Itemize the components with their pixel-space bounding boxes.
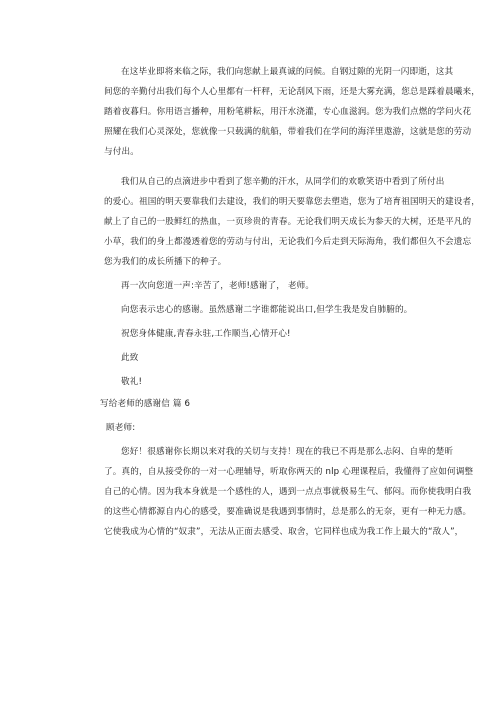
closing-ci-zhi: 此致: [121, 353, 139, 363]
text-line: 我们从自己的点滴进步中看到了您辛勤的汗水，从同学们的欢歌笑语中看到了所付出: [121, 177, 445, 187]
gratitude-line: 向您表示忠心的感谢。虽然感谢二字谁都能说出口,但学生我是发自肺腑的。: [121, 305, 413, 315]
text-line: 自己的心情。因为我本身就是一个感性的人，遇到一点点事就极易生气、郁闷。而你使我明白我: [104, 487, 472, 497]
text-line: 的这些心情都源自内心的感受，要准确说是我遇到事情时，总是那么的无奈，更有一种无力感。: [104, 507, 472, 517]
closing-block: [104, 276, 440, 392]
paragraph-2: [104, 172, 480, 272]
section-title: [100, 394, 440, 414]
letter-body: [100, 62, 480, 542]
section-title-text: 写给老师的感谢信 篇 6: [100, 399, 191, 409]
salutation-text: 顾老师:: [106, 423, 136, 433]
text-line: 它使我成为心情的“奴隶”，无法从正面去感受、取舍，它同样也成为我工作上最大的“敌人”，: [104, 527, 464, 537]
text-line: 小草，我们的身上都漫透着您的劳动与付出，无论我们今后走到天际海角，我们都但久不会遗忘: [104, 237, 472, 247]
text-line: 照耀在我们心灵深处，您就像一只载满的航船，带着我们在学问的海洋里遨游，这就是您的劳动: [104, 127, 472, 137]
closing-jing-li: 敬礼!: [121, 377, 143, 387]
paragraph-3: [104, 442, 474, 542]
text-line: 了。真的，自从接受你的一对一心理辅导，听取你两天的 nlp 心理课程后，我懂得了应如何调整: [104, 467, 474, 477]
text-line: 踏着夜暮归。你用语言播种，用粉笔耕耘，用汗水浇灌，专心血滋润。您为我们点燃的学问火花: [104, 107, 472, 117]
text-line: 间您的辛勤付出我们每个人心里都有一杆秤，无论刮风下雨，还是大雾充满，您总是踩着晨曦来，: [104, 87, 480, 97]
text-line: 与付出。: [104, 147, 139, 157]
salutation: [104, 418, 440, 438]
text-line: 在这毕业即将来临之际，我们向您献上最真诚的问候。自钢过隙的光阴一闪即逝，这其: [121, 67, 454, 77]
text-line: 献上了自己的一股鲜红的热血，一页珍贵的青春。无论我们明天成长为参天的大树，还是平凡的: [104, 217, 472, 227]
wish-line: 祝您身体健康,青春永驻,工作顺当,心情开心!: [121, 329, 291, 339]
thanks-line: 再一次向您道一声:辛苦了，老师!感谢了， 老师。: [121, 281, 315, 291]
text-line: 的爱心。祖国的明天要靠我们去建设，我们的明天要靠您去塑造，您为了培育祖国明天的建设者，: [104, 197, 480, 207]
text-line: 您为我们的成长所播下的种子。: [104, 257, 227, 267]
text-line: 您好！很感谢你长期以来对我的关切与支持！现在的我已不再是那么忐闷、自卑的楚昕: [121, 447, 454, 457]
paragraph-1: [104, 62, 480, 162]
